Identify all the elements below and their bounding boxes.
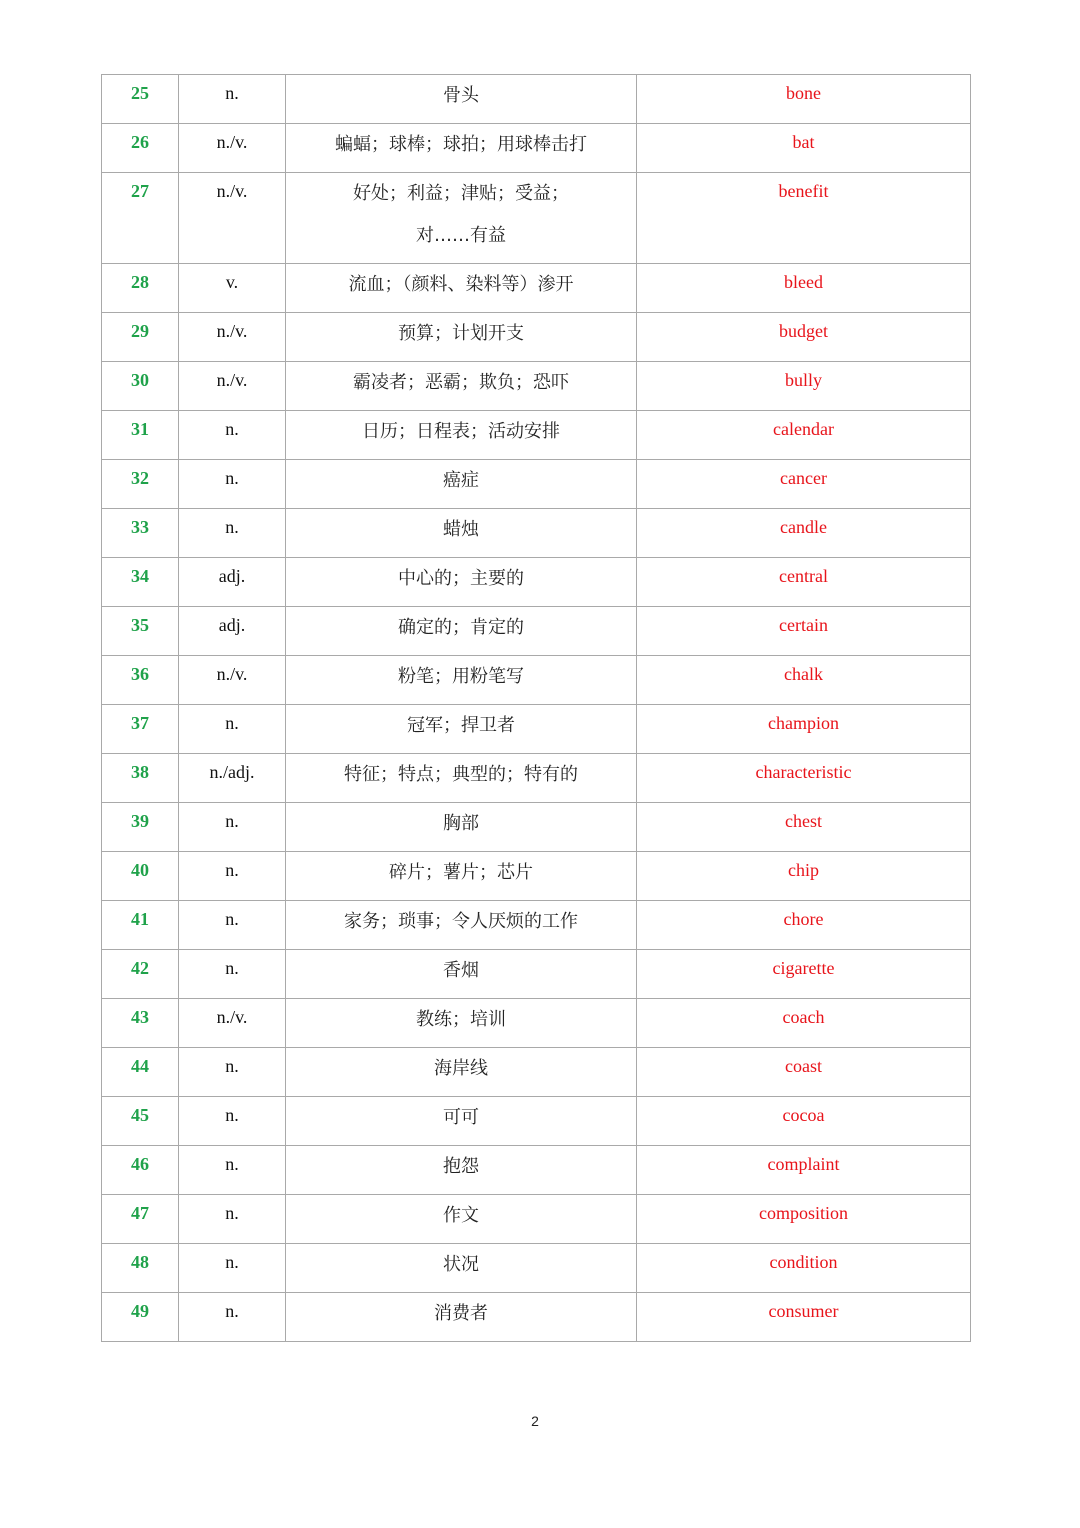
number-cell bbox=[102, 558, 179, 607]
chinese-meaning-cell bbox=[286, 1048, 637, 1097]
part-of-speech: n. bbox=[225, 83, 239, 103]
chinese-meaning-cell bbox=[286, 509, 637, 558]
part-of-speech-cell bbox=[179, 803, 286, 852]
entry-number: 39 bbox=[131, 811, 149, 831]
part-of-speech-cell bbox=[179, 656, 286, 705]
part-of-speech-cell bbox=[179, 460, 286, 509]
english-word: bleed bbox=[784, 272, 823, 292]
part-of-speech-cell bbox=[179, 705, 286, 754]
chinese-meaning-cell bbox=[286, 607, 637, 656]
number-cell bbox=[102, 1097, 179, 1146]
table-row bbox=[102, 1146, 971, 1195]
english-word: champion bbox=[768, 713, 839, 733]
entry-number: 34 bbox=[131, 566, 149, 586]
table-row bbox=[102, 803, 971, 852]
entry-number: 28 bbox=[131, 272, 149, 292]
table-row bbox=[102, 558, 971, 607]
chinese-meaning-cell bbox=[286, 362, 637, 411]
chinese-meaning: 消费者 bbox=[434, 1303, 488, 1324]
english-word: budget bbox=[779, 321, 828, 341]
chinese-meaning: 冠军；捍卫者 bbox=[407, 715, 515, 736]
english-word-cell bbox=[637, 1244, 971, 1293]
chinese-meaning: 日历；日程表；活动安排 bbox=[362, 421, 560, 442]
chinese-meaning: 中心的；主要的 bbox=[398, 568, 524, 589]
entry-number: 35 bbox=[131, 615, 149, 635]
english-word: benefit bbox=[778, 181, 829, 201]
entry-number: 29 bbox=[131, 321, 149, 341]
part-of-speech: n./v. bbox=[216, 321, 248, 341]
english-word: chalk bbox=[784, 664, 823, 684]
entry-number: 48 bbox=[131, 1252, 149, 1272]
table-row bbox=[102, 1244, 971, 1293]
chinese-meaning-cell bbox=[286, 173, 637, 264]
table-row bbox=[102, 852, 971, 901]
number-cell bbox=[102, 852, 179, 901]
chinese-meaning: 癌症 bbox=[443, 470, 479, 491]
part-of-speech-cell bbox=[179, 754, 286, 803]
chinese-meaning: 对……有益 bbox=[416, 225, 506, 246]
chinese-meaning: 教练；培训 bbox=[416, 1009, 506, 1030]
entry-number: 44 bbox=[131, 1056, 149, 1076]
part-of-speech-cell bbox=[179, 411, 286, 460]
english-word: chest bbox=[785, 811, 822, 831]
part-of-speech-cell bbox=[179, 901, 286, 950]
entry-number: 31 bbox=[131, 419, 149, 439]
entry-number: 27 bbox=[131, 181, 149, 201]
english-word: central bbox=[779, 566, 828, 586]
english-word: bone bbox=[786, 83, 821, 103]
chinese-meaning: 预算；计划开支 bbox=[398, 323, 524, 344]
part-of-speech: adj. bbox=[218, 615, 246, 635]
part-of-speech: n./adj. bbox=[209, 762, 255, 782]
english-word-cell bbox=[637, 1195, 971, 1244]
part-of-speech: n./v. bbox=[216, 1007, 248, 1027]
chinese-meaning-cell bbox=[286, 1293, 637, 1342]
number-cell bbox=[102, 460, 179, 509]
chinese-meaning-cell bbox=[286, 313, 637, 362]
number-cell bbox=[102, 313, 179, 362]
english-word-cell bbox=[637, 656, 971, 705]
english-word: cigarette bbox=[772, 958, 835, 978]
part-of-speech: n./v. bbox=[216, 370, 248, 390]
chinese-meaning: 可可 bbox=[443, 1107, 479, 1128]
english-word-cell bbox=[637, 803, 971, 852]
part-of-speech: adj. bbox=[218, 566, 246, 586]
chinese-meaning: 作文 bbox=[443, 1205, 479, 1226]
part-of-speech: n. bbox=[225, 1301, 239, 1321]
english-word-cell bbox=[637, 999, 971, 1048]
table-row bbox=[102, 362, 971, 411]
entry-number: 33 bbox=[131, 517, 149, 537]
table-row bbox=[102, 173, 971, 264]
chinese-meaning-cell bbox=[286, 999, 637, 1048]
english-word-cell bbox=[637, 1048, 971, 1097]
part-of-speech: n. bbox=[225, 811, 239, 831]
table-row bbox=[102, 75, 971, 124]
english-word: composition bbox=[759, 1203, 848, 1223]
entry-number: 38 bbox=[131, 762, 149, 782]
english-word-cell bbox=[637, 950, 971, 999]
chinese-meaning: 蝙蝠；球棒；球拍；用球棒击打 bbox=[335, 134, 587, 155]
chinese-meaning: 确定的；肯定的 bbox=[398, 617, 524, 638]
part-of-speech: n. bbox=[225, 468, 239, 488]
english-word-cell bbox=[637, 313, 971, 362]
english-word-cell bbox=[637, 705, 971, 754]
number-cell bbox=[102, 509, 179, 558]
chinese-meaning: 蜡烛 bbox=[443, 519, 479, 540]
part-of-speech: n. bbox=[225, 909, 239, 929]
chinese-meaning: 香烟 bbox=[443, 960, 479, 981]
entry-number: 25 bbox=[131, 83, 149, 103]
english-word: characteristic bbox=[755, 762, 852, 782]
chinese-meaning: 胸部 bbox=[443, 813, 479, 834]
number-cell bbox=[102, 656, 179, 705]
part-of-speech-cell bbox=[179, 1244, 286, 1293]
entry-number: 47 bbox=[131, 1203, 149, 1223]
entry-number: 30 bbox=[131, 370, 149, 390]
number-cell bbox=[102, 362, 179, 411]
part-of-speech-cell bbox=[179, 1097, 286, 1146]
number-cell bbox=[102, 124, 179, 173]
table-row bbox=[102, 460, 971, 509]
english-word: certain bbox=[779, 615, 828, 635]
english-word: chore bbox=[783, 909, 824, 929]
entry-number: 36 bbox=[131, 664, 149, 684]
entry-number: 49 bbox=[131, 1301, 149, 1321]
table-row bbox=[102, 950, 971, 999]
part-of-speech-cell bbox=[179, 1195, 286, 1244]
number-cell bbox=[102, 1146, 179, 1195]
part-of-speech-cell bbox=[179, 509, 286, 558]
part-of-speech: n. bbox=[225, 713, 239, 733]
page-number: 2 bbox=[531, 1413, 539, 1429]
english-word-cell bbox=[637, 901, 971, 950]
part-of-speech-cell bbox=[179, 1048, 286, 1097]
table-row bbox=[102, 1097, 971, 1146]
table-row bbox=[102, 705, 971, 754]
chinese-meaning: 抱怨 bbox=[443, 1156, 479, 1177]
chinese-meaning-cell bbox=[286, 75, 637, 124]
chinese-meaning-cell bbox=[286, 1097, 637, 1146]
english-word-cell bbox=[637, 558, 971, 607]
chinese-meaning: 特征；特点；典型的；特有的 bbox=[344, 764, 578, 785]
chinese-meaning-cell bbox=[286, 901, 637, 950]
chinese-meaning-cell bbox=[286, 852, 637, 901]
english-word-cell bbox=[637, 460, 971, 509]
part-of-speech-cell bbox=[179, 558, 286, 607]
number-cell bbox=[102, 803, 179, 852]
vocabulary-table-body bbox=[102, 75, 971, 1342]
table-row bbox=[102, 1293, 971, 1342]
english-word: candle bbox=[780, 517, 827, 537]
number-cell bbox=[102, 1244, 179, 1293]
part-of-speech-cell bbox=[179, 264, 286, 313]
english-word-cell bbox=[637, 264, 971, 313]
part-of-speech-cell bbox=[179, 362, 286, 411]
chinese-meaning-cell bbox=[286, 656, 637, 705]
part-of-speech-cell bbox=[179, 852, 286, 901]
chinese-meaning-cell bbox=[286, 950, 637, 999]
english-word-cell bbox=[637, 1097, 971, 1146]
part-of-speech: n. bbox=[225, 860, 239, 880]
english-word-cell bbox=[637, 1146, 971, 1195]
part-of-speech-cell bbox=[179, 173, 286, 264]
number-cell bbox=[102, 264, 179, 313]
part-of-speech: n. bbox=[225, 1252, 239, 1272]
chinese-meaning: 好处；利益；津贴；受益； bbox=[353, 183, 569, 204]
part-of-speech-cell bbox=[179, 607, 286, 656]
part-of-speech: v. bbox=[225, 272, 239, 292]
number-cell bbox=[102, 411, 179, 460]
table-row bbox=[102, 607, 971, 656]
table-row bbox=[102, 411, 971, 460]
english-word-cell bbox=[637, 509, 971, 558]
number-cell bbox=[102, 1293, 179, 1342]
chinese-meaning: 海岸线 bbox=[434, 1058, 488, 1079]
part-of-speech: n. bbox=[225, 1154, 239, 1174]
english-word-cell bbox=[637, 1293, 971, 1342]
part-of-speech: n. bbox=[225, 1203, 239, 1223]
english-word: complaint bbox=[767, 1154, 840, 1174]
chinese-meaning-cell bbox=[286, 1244, 637, 1293]
chinese-meaning-cell bbox=[286, 1146, 637, 1195]
chinese-meaning-cell bbox=[286, 803, 637, 852]
chinese-meaning-cell bbox=[286, 754, 637, 803]
table-row bbox=[102, 313, 971, 362]
number-cell bbox=[102, 705, 179, 754]
english-word-cell bbox=[637, 362, 971, 411]
number-cell bbox=[102, 173, 179, 264]
part-of-speech-cell bbox=[179, 75, 286, 124]
chinese-meaning-cell bbox=[286, 1195, 637, 1244]
part-of-speech-cell bbox=[179, 1293, 286, 1342]
english-word: coach bbox=[782, 1007, 825, 1027]
part-of-speech: n./v. bbox=[216, 664, 248, 684]
chinese-meaning-cell bbox=[286, 124, 637, 173]
table-row bbox=[102, 264, 971, 313]
entry-number: 42 bbox=[131, 958, 149, 978]
chinese-meaning-cell bbox=[286, 411, 637, 460]
part-of-speech-cell bbox=[179, 950, 286, 999]
entry-number: 37 bbox=[131, 713, 149, 733]
entry-number: 45 bbox=[131, 1105, 149, 1125]
number-cell bbox=[102, 754, 179, 803]
part-of-speech-cell bbox=[179, 999, 286, 1048]
english-word: condition bbox=[769, 1252, 838, 1272]
chinese-meaning-cell bbox=[286, 558, 637, 607]
chinese-meaning: 流血；（颜料、染料等）渗开 bbox=[348, 274, 574, 295]
part-of-speech: n. bbox=[225, 958, 239, 978]
table-row bbox=[102, 124, 971, 173]
number-cell bbox=[102, 75, 179, 124]
table-row bbox=[102, 1195, 971, 1244]
english-word-cell bbox=[637, 411, 971, 460]
english-word-cell bbox=[637, 607, 971, 656]
vocabulary-table bbox=[101, 74, 971, 1342]
table-row bbox=[102, 754, 971, 803]
entry-number: 43 bbox=[131, 1007, 149, 1027]
chinese-meaning: 骨头 bbox=[443, 85, 479, 106]
number-cell bbox=[102, 1195, 179, 1244]
part-of-speech: n. bbox=[225, 1105, 239, 1125]
english-word-cell bbox=[637, 852, 971, 901]
english-word: cancer bbox=[780, 468, 827, 488]
english-word: bat bbox=[792, 132, 815, 152]
chinese-meaning-cell bbox=[286, 460, 637, 509]
part-of-speech-cell bbox=[179, 1146, 286, 1195]
part-of-speech-cell bbox=[179, 313, 286, 362]
part-of-speech: n. bbox=[225, 419, 239, 439]
english-word: chip bbox=[788, 860, 819, 880]
part-of-speech: n. bbox=[225, 517, 239, 537]
chinese-meaning: 状况 bbox=[443, 1254, 479, 1275]
entry-number: 40 bbox=[131, 860, 149, 880]
english-word-cell bbox=[637, 754, 971, 803]
part-of-speech: n./v. bbox=[216, 132, 248, 152]
table-row bbox=[102, 1048, 971, 1097]
chinese-meaning: 碎片；薯片；芯片 bbox=[389, 862, 533, 883]
table-row bbox=[102, 901, 971, 950]
table-row bbox=[102, 999, 971, 1048]
english-word-cell bbox=[637, 124, 971, 173]
number-cell bbox=[102, 999, 179, 1048]
english-word: coast bbox=[785, 1056, 822, 1076]
chinese-meaning: 粉笔；用粉笔写 bbox=[398, 666, 524, 687]
part-of-speech: n. bbox=[225, 1056, 239, 1076]
chinese-meaning: 家务；琐事；令人厌烦的工作 bbox=[344, 911, 578, 932]
english-word-cell bbox=[637, 173, 971, 264]
english-word: calendar bbox=[773, 419, 834, 439]
number-cell bbox=[102, 607, 179, 656]
number-cell bbox=[102, 1048, 179, 1097]
part-of-speech: n./v. bbox=[216, 181, 248, 201]
entry-number: 32 bbox=[131, 468, 149, 488]
number-cell bbox=[102, 901, 179, 950]
english-word-cell bbox=[637, 75, 971, 124]
chinese-meaning: 霸凌者；恶霸；欺负；恐吓 bbox=[353, 372, 569, 393]
part-of-speech-cell bbox=[179, 124, 286, 173]
entry-number: 41 bbox=[131, 909, 149, 929]
chinese-meaning-cell bbox=[286, 705, 637, 754]
entry-number: 46 bbox=[131, 1154, 149, 1174]
english-word: cocoa bbox=[782, 1105, 825, 1125]
number-cell bbox=[102, 950, 179, 999]
table-row bbox=[102, 656, 971, 705]
english-word: consumer bbox=[768, 1301, 839, 1321]
chinese-meaning-cell bbox=[286, 264, 637, 313]
english-word: bully bbox=[784, 370, 822, 390]
table-row bbox=[102, 509, 971, 558]
entry-number: 26 bbox=[131, 132, 149, 152]
